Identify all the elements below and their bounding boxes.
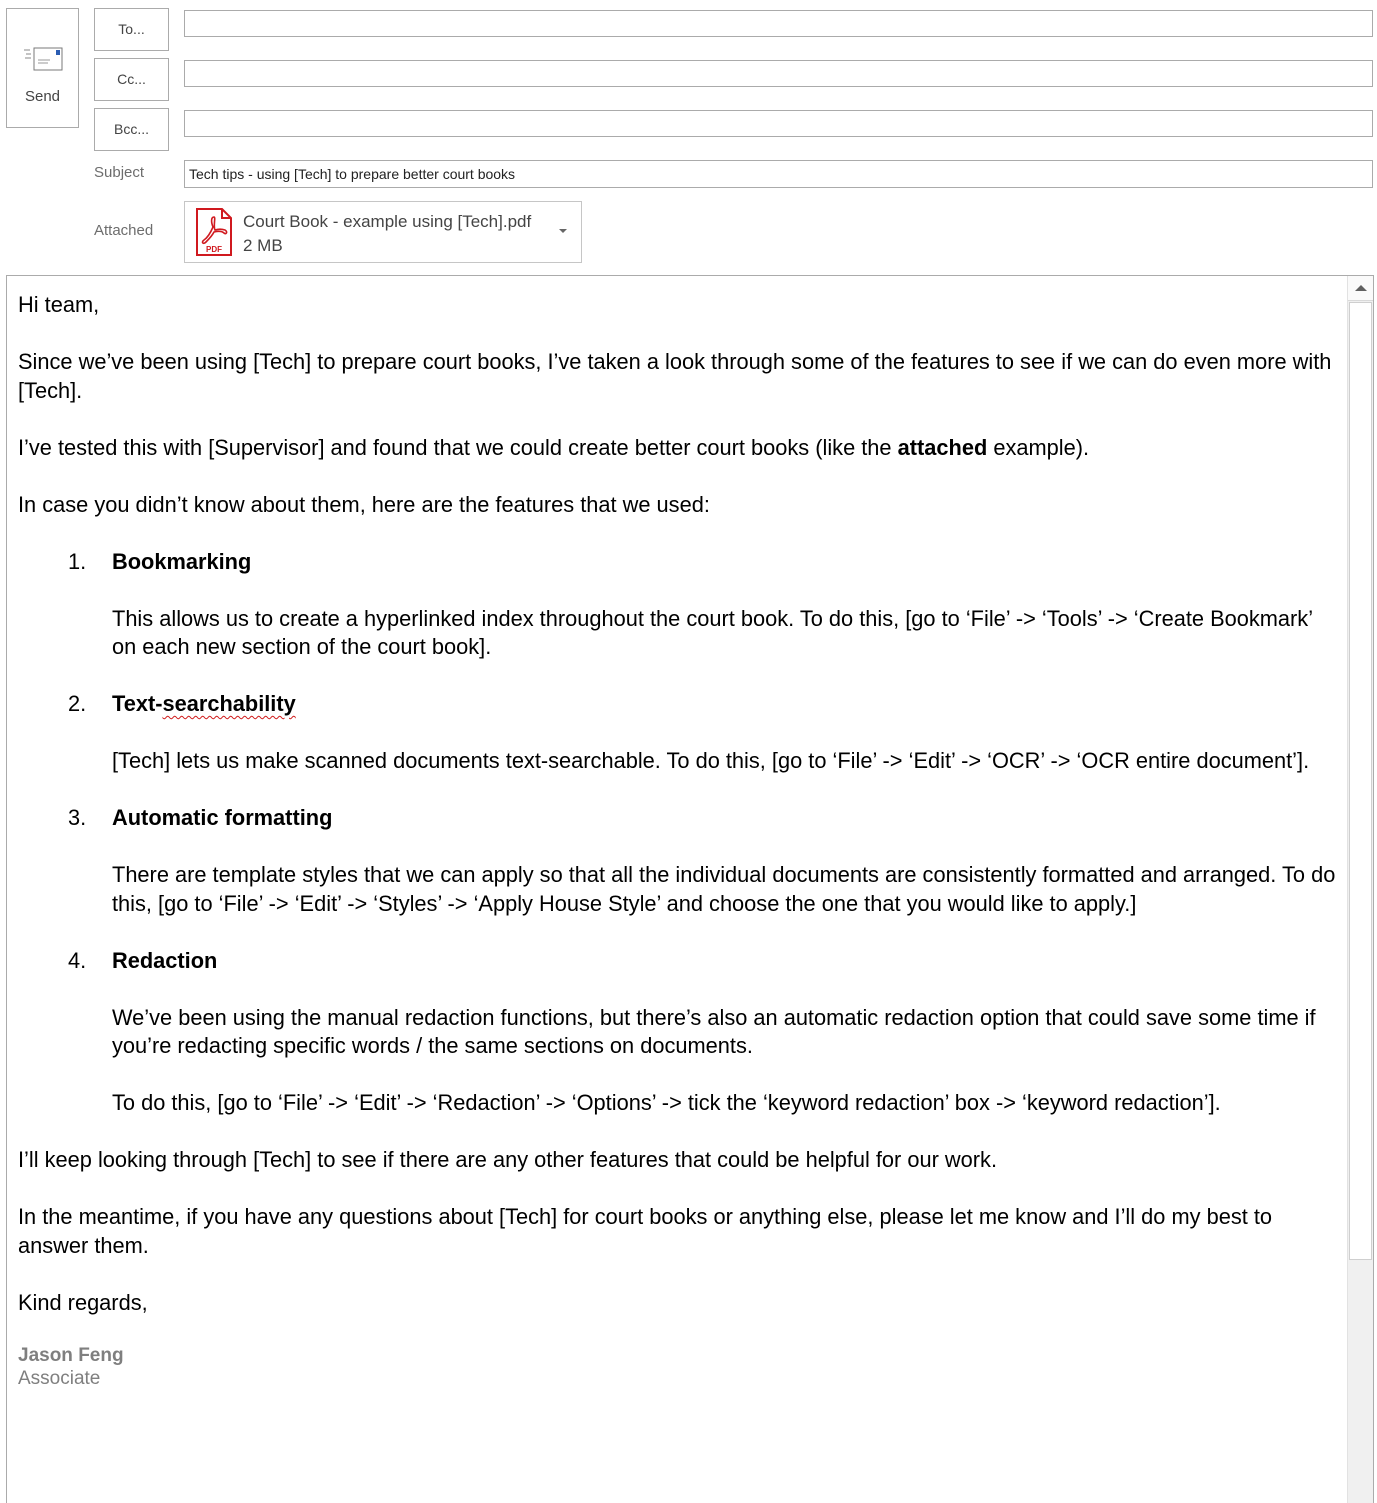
message-content[interactable] xyxy=(18,291,1338,1390)
feature-title: Automatic formatting xyxy=(112,805,333,830)
attachment-name: Court Book - example using [Tech].pdf xyxy=(243,212,532,231)
list-number: 3. xyxy=(68,805,87,830)
subject-label: Subject xyxy=(94,164,145,181)
feature-title: Redaction xyxy=(112,947,218,973)
outro-paragraph-2: In the meantime, if you have any questions about [Tech] for court books or anything else, please let me know and I’ll do my best to answer them. xyxy=(18,1204,1273,1258)
outro-paragraph-1: I’ll keep looking through [Tech] to see if there are any other features that could be helpful for our work. xyxy=(18,1147,998,1172)
envelope-send-icon xyxy=(24,46,64,74)
attachment-size: 2 MB xyxy=(243,236,283,255)
closing: Kind regards, xyxy=(18,1289,148,1315)
arrow-up-icon xyxy=(1355,285,1367,291)
to-field[interactable] xyxy=(184,10,1373,37)
attached-label: Attached xyxy=(94,222,154,239)
signature-name: Jason Feng xyxy=(18,1345,124,1366)
list-item xyxy=(18,548,1338,662)
feature-title: Bookmarking xyxy=(112,548,252,574)
bcc-button[interactable]: Bcc... xyxy=(94,108,169,151)
message-body[interactable] xyxy=(6,275,1374,1503)
feature-title xyxy=(112,690,1338,719)
attachment-item[interactable] xyxy=(184,201,582,263)
vertical-scrollbar[interactable] xyxy=(1347,276,1373,1503)
features-list xyxy=(18,548,1338,1118)
intro-paragraph: Since we’ve been using [Tech] to prepare court books, I’ve taken a look through some of the features to see if we can do even more with [Tech]. xyxy=(18,349,1332,403)
feature-description: There are template styles that we can apply so that all the individual documents are consistently formatted and arranged. To do this, [go to ‘File’ -> ‘Edit’ -> ‘Styles’ -> ‘Apply House Style’ and choose the one that you would like to apply.] xyxy=(112,862,1336,916)
feature-description: This allows us to create a hyperlinked index throughout the court book. To do this, [go to ‘File’ -> ‘Tools’ -> ‘Create Bookmark’ on each new section of the court book]. xyxy=(112,605,1313,659)
cc-field[interactable] xyxy=(184,60,1373,87)
tested-text-before: I’ve tested this with [Supervisor] and found that we could create better court books (like the xyxy=(18,434,898,460)
feature-description: We’ve been using the manual redaction functions, but there’s also an automatic redaction option that could save some time if you’re redacting specific words / the same sections on documents. xyxy=(112,1004,1316,1058)
cc-button[interactable]: Cc... xyxy=(94,58,169,101)
greeting: Hi team, xyxy=(18,292,100,317)
tested-bold-word: attached xyxy=(897,434,988,460)
list-number: 1. xyxy=(68,548,87,574)
scroll-up-button[interactable] xyxy=(1348,276,1373,301)
spellcheck-flagged-word[interactable]: searchability xyxy=(162,691,296,716)
features-intro: In case you didn’t know about them, here are the features that we used: xyxy=(18,491,710,517)
feature-description: [Tech] lets us make scanned documents text-searchable. To do this, [go to ‘File’ -> ‘Edit’ -> ‘OCR’ -> ‘OCR entire document’]. xyxy=(112,748,1310,773)
list-number: 4. xyxy=(68,947,87,973)
scroll-thumb[interactable] xyxy=(1349,302,1372,1260)
list-item xyxy=(18,804,1338,918)
pdf-icon-text: PDF xyxy=(206,245,222,254)
list-item xyxy=(18,690,1338,776)
feature-description: To do this, [go to ‘File’ -> ‘Edit’ -> ‘Redaction’ -> ‘Options’ -> tick the ‘keyword redaction’ box -> ‘keyword redaction’]. xyxy=(112,1090,1221,1115)
to-button[interactable]: To... xyxy=(94,8,169,51)
subject-field[interactable]: Tech tips - using [Tech] to prepare better court books xyxy=(184,160,1373,188)
tested-text-after: example). xyxy=(987,434,1090,460)
send-label: Send xyxy=(24,88,61,105)
bcc-field[interactable] xyxy=(184,110,1373,137)
tested-paragraph xyxy=(18,434,1338,463)
list-item xyxy=(18,947,1338,1118)
signature-title: Associate xyxy=(18,1368,101,1389)
pdf-file-icon xyxy=(195,208,233,256)
feature-title-prefix: Text- xyxy=(112,691,163,716)
send-button[interactable] xyxy=(6,8,79,128)
attachment-dropdown-icon[interactable] xyxy=(559,229,567,233)
list-number: 2. xyxy=(68,691,87,716)
